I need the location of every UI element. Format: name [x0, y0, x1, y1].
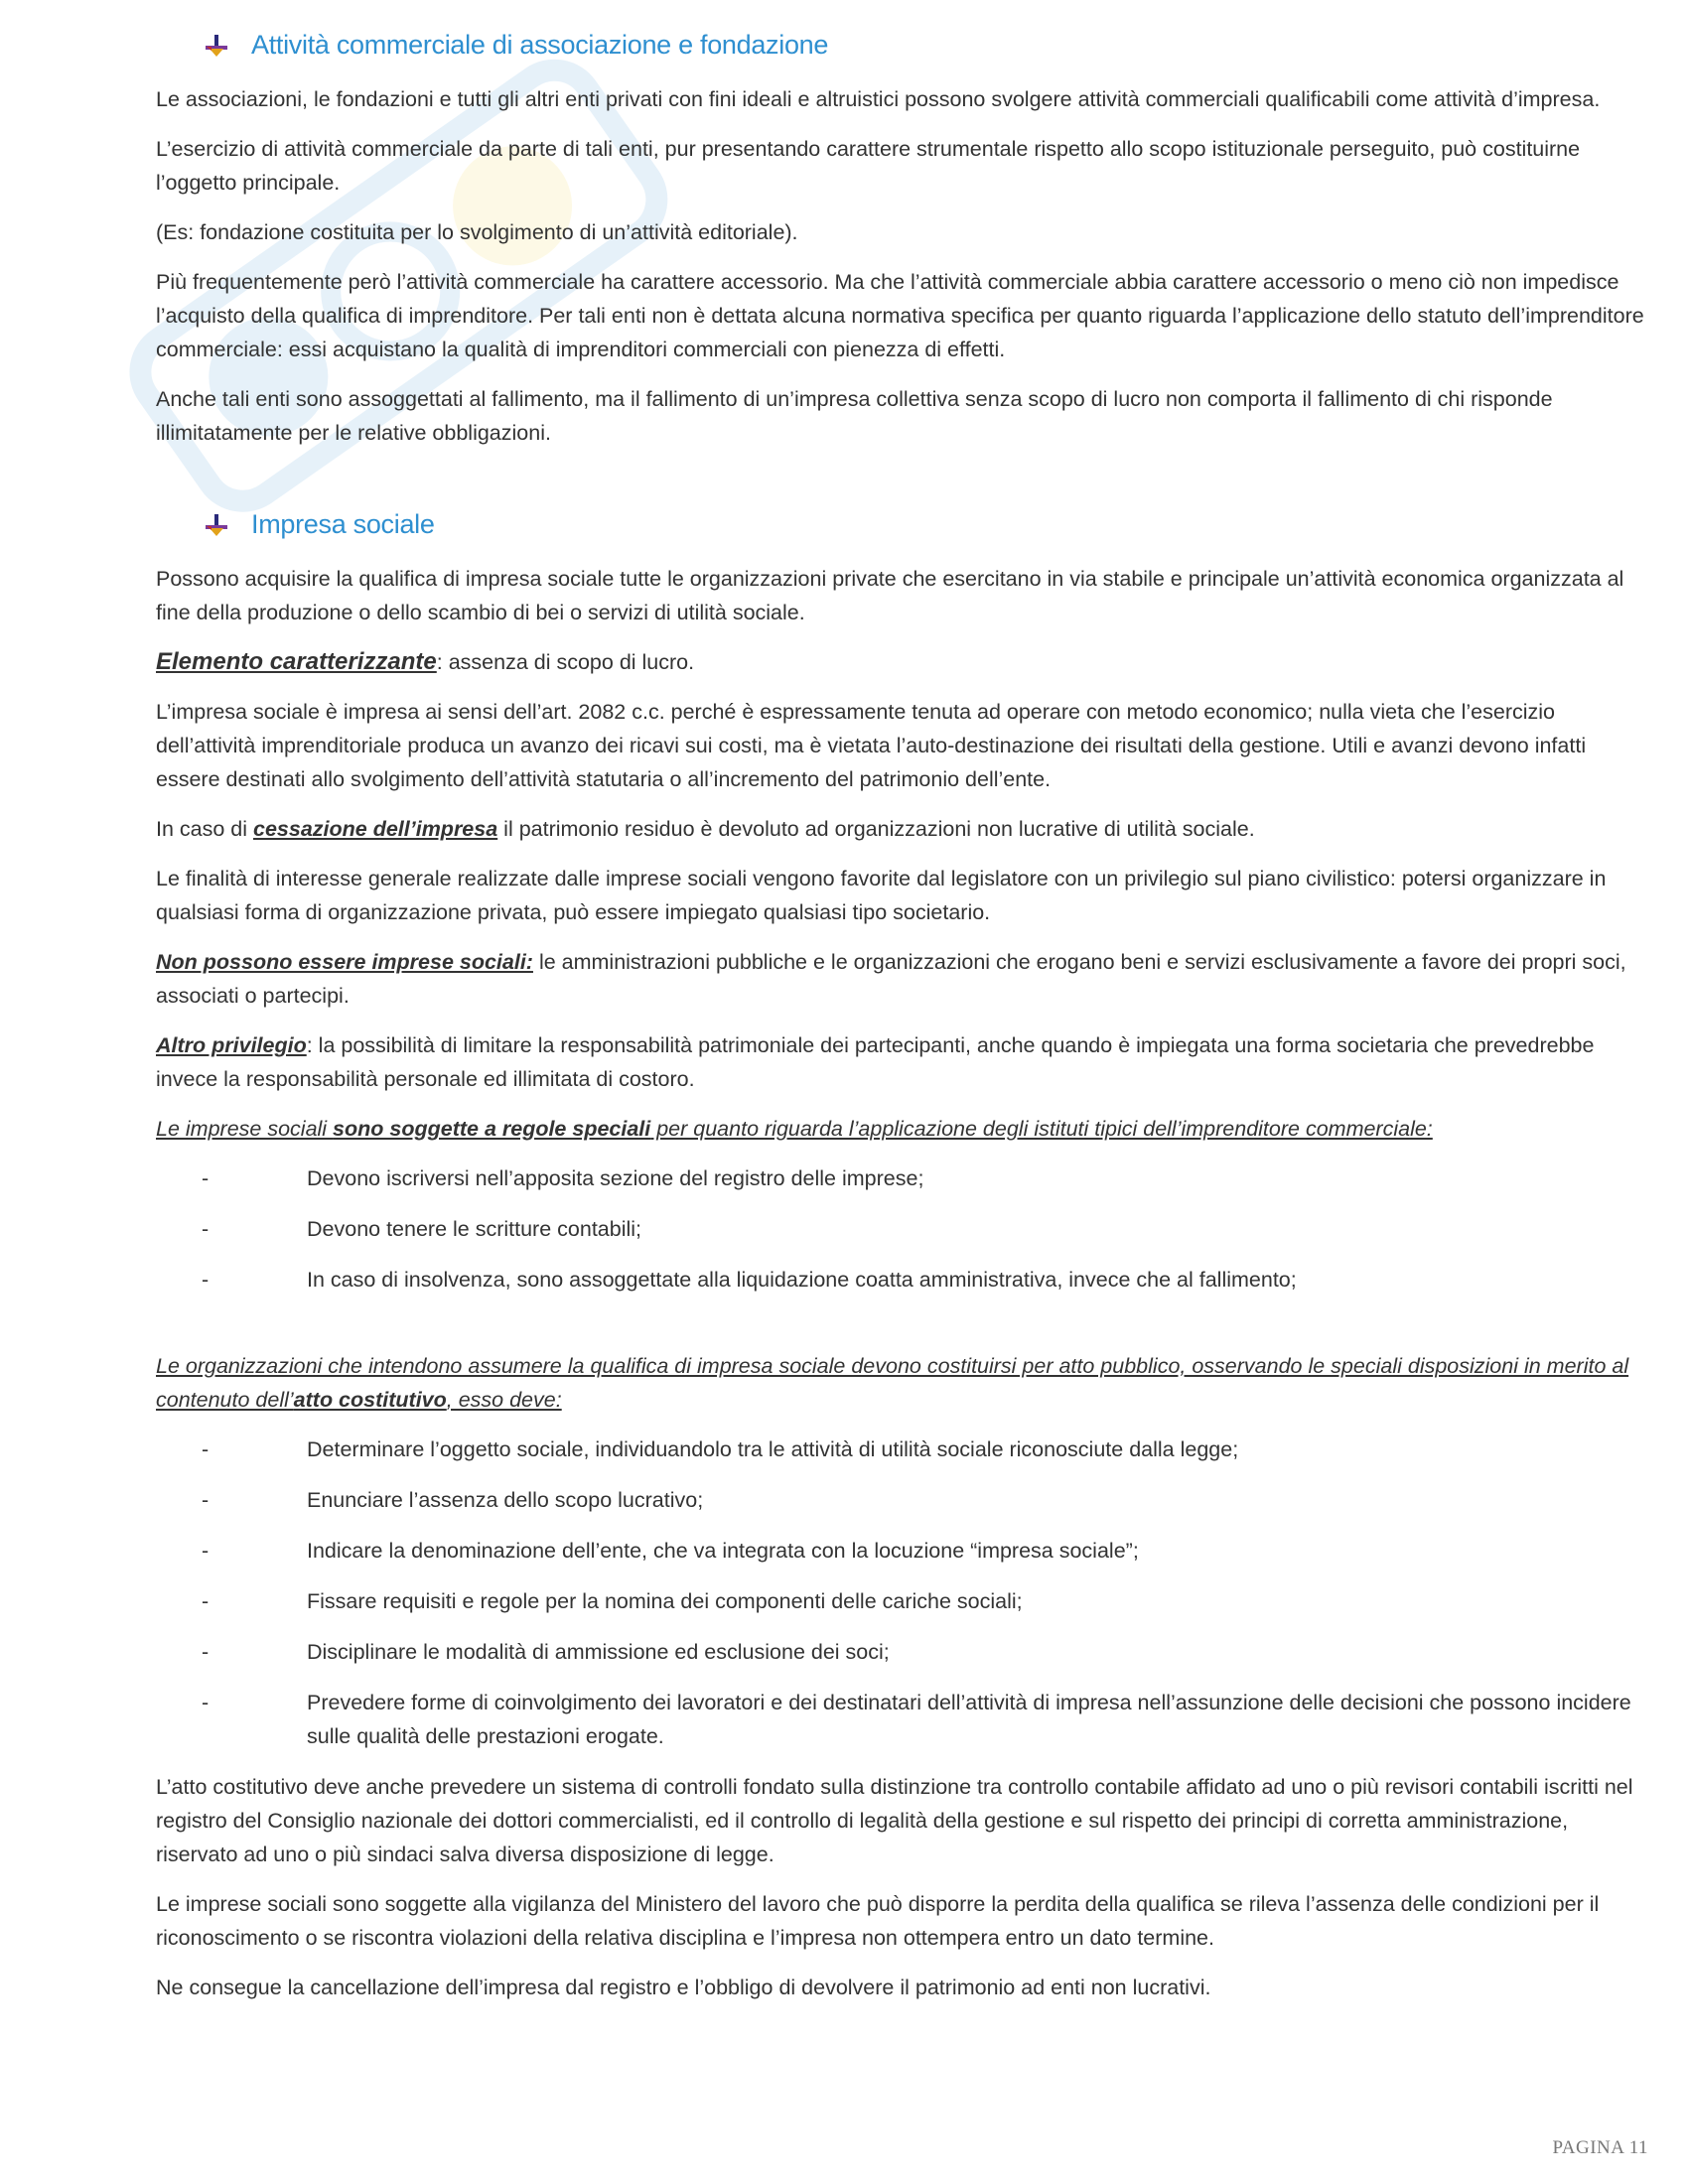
paragraph: Possono acquisire la qualifica di impresa sociale tutte le organizzazioni private che esercitano in via stabile e principale un’attività economica organizzata al fine della produzione o dello scambio di bei o servizi di utilità sociale. — [156, 567, 1624, 624]
paragraph-text: : assenza di scopo di lucro. — [436, 650, 695, 674]
list-item: - Prevedere forme di coinvolgimento dei lavoratori e dei destinatari dell’attività di impresa nell’assunzione delle decisioni che possono incidere sulle qualità delle prestazioni erogate. — [202, 1691, 1631, 1748]
list-item: - Devono iscriversi nell’apposita sezione del registro delle imprese; — [202, 1166, 924, 1190]
section-title: Impresa sociale — [251, 509, 435, 539]
paragraph: Ne consegue la cancellazione dell’impresa dal registro e l’obbligo di devolvere il patrimonio ad enti non lucrativi. — [156, 1976, 1211, 1999]
list-item: - Disciplinare le modalità di ammissione ed esclusione dei soci; — [202, 1640, 890, 1664]
paragraph-text: per quanto riguarda l’applicazione degli istituti tipici dell’imprenditore commerciale: — [650, 1117, 1433, 1141]
section-heading-impresa-sociale — [204, 509, 1655, 540]
section-title: Attività commerciale di associazione e fondazione — [251, 30, 829, 60]
paragraph: L’atto costitutivo deve anche prevedere un sistema di controlli fondato sulla distinzione tra controllo contabile affidato ad uno o più revisori contabili iscritti nel registro del Consiglio nazionale dei dottori commercialisti, ed il controllo di legalità della gestione e sul rispetto dei principi di corretta amministrazione, riservato ad uno o più sindaci salva diversa disposizione di legge. — [156, 1775, 1633, 1866]
paragraph: L’esercizio di attività commerciale da parte di tali enti, pur presentando carattere strumentale rispetto allo scopo istituzionale perseguito, può costituirne l’oggetto principale. — [156, 137, 1581, 195]
paragraph-text: Le organizzazioni che intendono assumere la qualifica di impresa sociale devono costituirsi per atto pubblico, osservando le speciali disposizioni in merito al contenuto dell’ — [156, 1354, 1629, 1412]
emphasis-label: Altro privilegio — [156, 1033, 307, 1057]
list-item: - Determinare l’oggetto sociale, individuandolo tra le attività di utilità sociale riconosciute dalla legge; — [202, 1437, 1239, 1461]
rules-list — [156, 1161, 1655, 1297]
paragraph-atto — [156, 1349, 1655, 1417]
paragraph-cessazione — [156, 812, 1655, 846]
page-number: PAGINA 11 — [1552, 2137, 1648, 2158]
paragraph-text: : la possibilità di limitare la responsabilità patrimoniale dei partecipanti, anche quando è impiegata una forma societaria che prevedrebbe invece la responsabilità personale ed illimitata di costoro. — [156, 1033, 1595, 1091]
emphasis-label: sono soggette a regole speciali — [333, 1117, 651, 1141]
paragraph-regole — [156, 1112, 1655, 1146]
list-item: - Fissare requisiti e regole per la nomina dei componenti delle cariche sociali; — [202, 1589, 1023, 1613]
paragraph: L’impresa sociale è impresa ai sensi dell’art. 2082 c.c. perché è espressamente tenuta ad operare con metodo economico; nulla vieta che l’esercizio dell’attività imprenditoriale produca un avanzo dei ricavi sui costi, ma è vietata l’auto-destinazione dei risultati della gestione. Utili e avanzi devono infatti essere destinati allo svolgimento dell’attività statutaria o all’incremento del patrimonio dell’ente. — [156, 700, 1587, 791]
paragraph-text: il patrimonio residuo è devoluto ad organizzazioni non lucrative di utilità sociale. — [497, 817, 1255, 841]
paragraph-text: In caso di — [156, 817, 253, 841]
list-item: - Indicare la denominazione dell’ente, che va integrata con la locuzione “impresa sociale”; — [202, 1539, 1139, 1563]
paragraph-text: Le imprese sociali — [156, 1117, 334, 1141]
paragraph: (Es: fondazione costituita per lo svolgimento di un’attività editoriale). — [156, 220, 798, 244]
emphasis-label: atto costitutivo — [293, 1388, 447, 1412]
section-heading-attivita — [204, 30, 1655, 61]
paragraph-elemento — [156, 645, 1655, 679]
atto-list — [156, 1433, 1655, 1753]
paragraph: Più frequentemente però l’attività commerciale ha carattere accessorio. Ma che l’attività commerciale abbia carattere accessorio o meno ciò non impedisce l’acquisto della qualifica di imprenditore. Per tali enti non è dettata alcuna normativa specifica per quanto riguarda l’applicazione dello statuto dell’imprenditore commerciale: essi acquistano la qualità di imprenditori commerciali con pienezza di effetti. — [156, 270, 1644, 361]
list-item: - In caso di insolvenza, sono assoggettate alla liquidazione coatta amministrativa, invece che al fallimento; — [202, 1268, 1297, 1292]
list-item: - Devono tenere le scritture contabili; — [202, 1217, 642, 1241]
emphasis-label: cessazione dell’impresa — [253, 817, 498, 841]
paragraph: Le associazioni, le fondazioni e tutti gli altri enti privati con fini ideali e altruistici possono svolgere attività commerciali qualificabili come attività d’impresa. — [156, 87, 1601, 111]
arrow-bullet-icon — [204, 512, 229, 538]
paragraph-text: , esso deve: — [446, 1388, 562, 1412]
paragraph-non-possono — [156, 945, 1655, 1013]
paragraph: Le imprese sociali sono soggette alla vigilanza del Ministero del lavoro che può disporre la perdita della qualifica se rileva l’assenza delle condizioni per il riconoscimento o se riscontra violazioni della relativa disciplina e l’impresa non ottempera entro un dato termine. — [156, 1892, 1600, 1950]
list-item: - Enunciare l’assenza dello scopo lucrativo; — [202, 1488, 704, 1512]
paragraph: Anche tali enti sono assoggettati al fallimento, ma il fallimento di un’impresa collettiva senza scopo di lucro non comporta il fallimento di chi risponde illimitatamente per le relative obbligazioni. — [156, 387, 1553, 445]
emphasis-label: Non possono essere imprese sociali: — [156, 950, 533, 974]
arrow-bullet-icon — [204, 33, 229, 59]
emphasis-label: Elemento caratterizzante — [156, 648, 437, 675]
paragraph-altro — [156, 1028, 1655, 1096]
document-page — [156, 30, 1655, 2020]
paragraph: Le finalità di interesse generale realizzate dalle imprese sociali vengono favorite dal legislatore con un privilegio sul piano civilistico: potersi organizzare in qualsiasi forma di organizzazione privata, può essere impiegato qualsiasi tipo societario. — [156, 867, 1607, 924]
paragraph-text: le amministrazioni pubbliche e le organizzazioni che erogano beni e servizi esclusivamente a favore dei propri soci, associati o partecipi. — [156, 950, 1626, 1008]
